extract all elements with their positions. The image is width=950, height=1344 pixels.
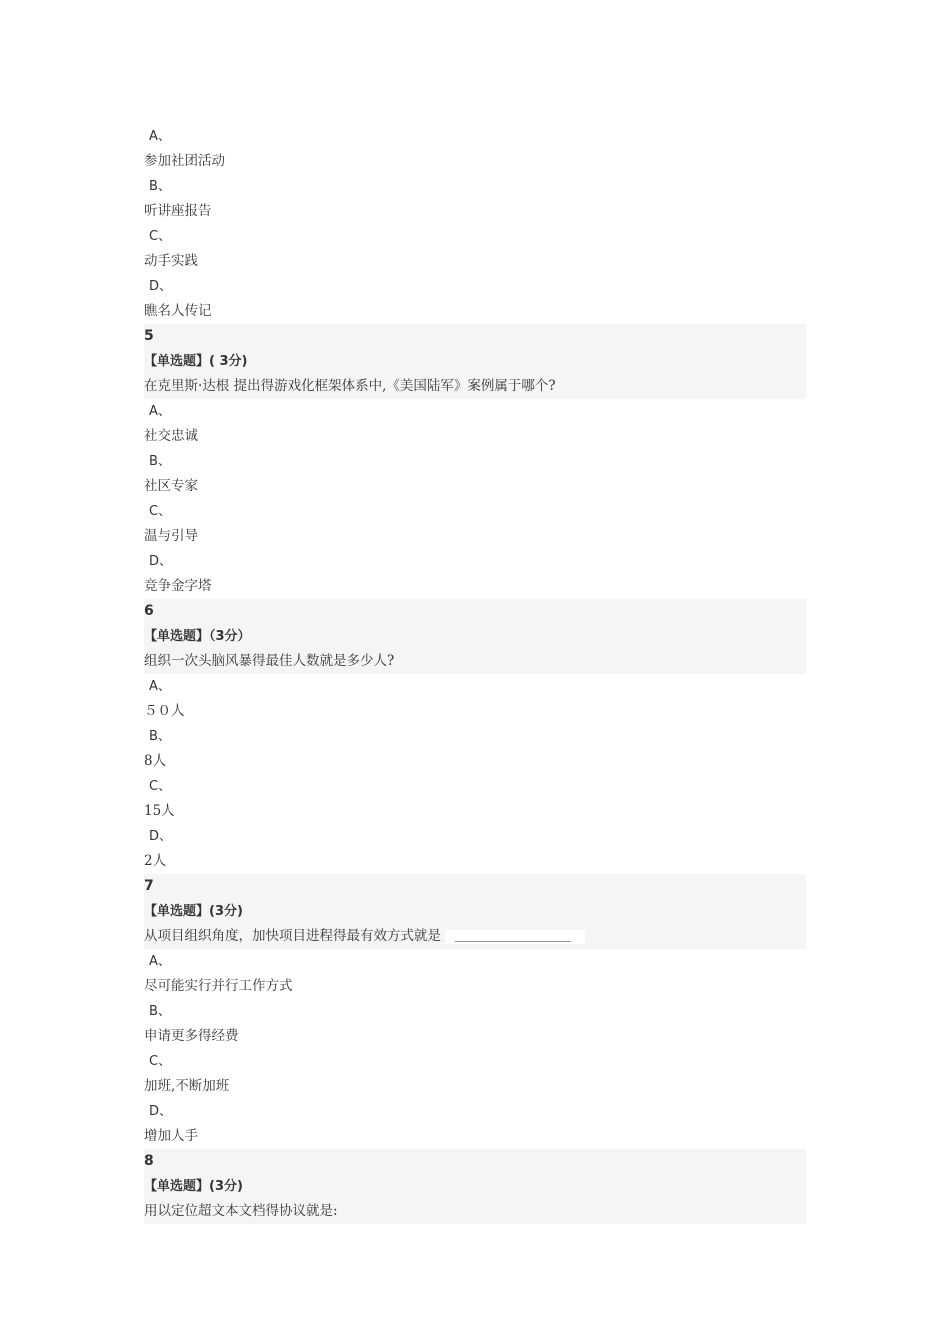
question-text: 从项目组织角度，加快项目进程得最有效方式就是 xyxy=(144,928,441,944)
quiz-content xyxy=(144,124,806,1224)
option-letter: B、 xyxy=(149,454,171,469)
question-number: 5 xyxy=(144,328,154,344)
option-text: ５０人 xyxy=(144,703,185,719)
option-text: 2人 xyxy=(144,853,167,869)
question-text: 组织一次头脑风暴得最佳人数就是多少人? xyxy=(144,653,395,669)
question-7-options xyxy=(144,949,806,1149)
question-number: 8 xyxy=(144,1153,154,1169)
option-letter: D、 xyxy=(149,554,173,569)
option-letter: D、 xyxy=(149,1104,173,1119)
option-letter: C、 xyxy=(149,504,172,519)
option-text: 增加人手 xyxy=(144,1128,198,1144)
option-text: 听讲座报告 xyxy=(144,203,212,219)
question-type: 【单选题】(3分) xyxy=(144,904,243,919)
answer-blank xyxy=(445,930,585,944)
option-text: 15人 xyxy=(144,803,175,819)
option-text: 加班,不断加班 xyxy=(144,1078,230,1094)
option-letter: C、 xyxy=(149,229,172,244)
question-text: 用以定位超文本文档得协议就是: xyxy=(144,1203,338,1219)
question-text: 在克里斯·达根 提出得游戏化框架体系中,《美国陆军》案例属于哪个? xyxy=(144,378,556,394)
option-text: 尽可能实行并行工作方式 xyxy=(144,978,293,994)
option-letter: A、 xyxy=(149,679,171,694)
option-letter: A、 xyxy=(149,404,171,419)
option-letter: A、 xyxy=(149,129,171,144)
question-number: 7 xyxy=(144,878,154,894)
question-type: 【单选题】（3分） xyxy=(144,629,251,644)
option-text: 温与引导 xyxy=(144,528,198,544)
option-text: 社交忠诚 xyxy=(144,428,198,444)
option-text: 竞争金字塔 xyxy=(144,578,212,594)
option-letter: D、 xyxy=(149,829,173,844)
question-4-options xyxy=(144,124,806,324)
option-text: 社区专家 xyxy=(144,478,198,494)
option-letter: B、 xyxy=(149,1004,171,1019)
question-6-options xyxy=(144,674,806,874)
option-text: 动手实践 xyxy=(144,253,198,269)
question-type: 【单选题】(3分) xyxy=(144,1179,243,1194)
question-number: 6 xyxy=(144,603,154,619)
option-text: 申请更多得经费 xyxy=(144,1028,239,1044)
option-letter: C、 xyxy=(149,1054,172,1069)
question-8-header xyxy=(144,1149,806,1224)
question-type: 【单选题】( 3分) xyxy=(144,354,248,369)
question-7-header xyxy=(144,874,806,949)
option-text: 瞧名人传记 xyxy=(144,303,212,319)
option-letter: B、 xyxy=(149,179,171,194)
option-letter: A、 xyxy=(149,954,171,969)
question-text-row xyxy=(144,924,806,949)
option-letter: B、 xyxy=(149,729,171,744)
question-5-header xyxy=(144,324,806,399)
option-text: 参加社团活动 xyxy=(144,153,225,169)
question-6-header xyxy=(144,599,806,674)
option-text: 8人 xyxy=(144,753,167,769)
option-letter: D、 xyxy=(149,279,173,294)
option-letter: C、 xyxy=(149,779,172,794)
question-5-options xyxy=(144,399,806,599)
